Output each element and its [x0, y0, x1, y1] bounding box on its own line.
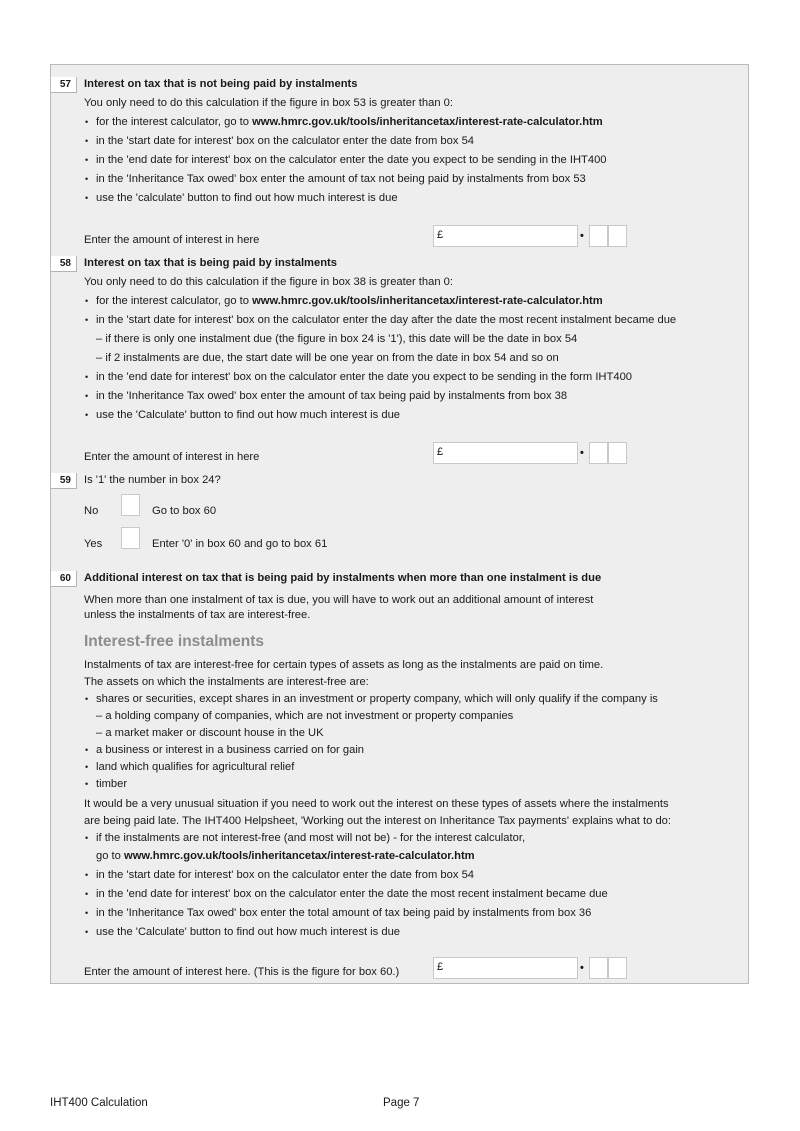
paragraph: The assets on which the instalments are interest-free are:	[84, 676, 369, 688]
pence-input-2[interactable]	[608, 957, 627, 979]
list-item: • for the interest calculator, go to www.hmrc.gov.uk/tools/inheritancetax/interest-rate-calculator.htm	[84, 292, 740, 311]
list-item: • shares or securities, except shares in an investment or property company, which will only qualify if the company is	[84, 691, 740, 708]
decimal-point: •	[580, 447, 584, 459]
decimal-point: •	[580, 230, 584, 242]
section-title: Interest on tax that is being paid by instalments	[84, 257, 338, 269]
sub-item: – a holding company of companies, which are not investment or property companies	[96, 710, 514, 722]
box-58-content	[84, 254, 740, 425]
list-item: • use the 'Calculate' button to find out how much interest is due	[84, 406, 740, 425]
sub-item: go to www.hmrc.gov.uk/tools/inheritancetax/interest-rate-calculator.htm	[96, 850, 475, 862]
pounds-input[interactable]	[433, 957, 578, 979]
paragraph: Instalments of tax are interest-free for certain types of assets as long as the instalments are paid on time.	[84, 659, 604, 671]
sub-item: – if 2 instalments are due, the start date will be one year on from the date in box 54 and so on	[96, 352, 559, 364]
currency-symbol: £	[437, 961, 444, 973]
section-title: Interest on tax that is not being paid by instalments	[84, 78, 358, 90]
box-number: 57	[51, 77, 77, 93]
intro-text: When more than one instalment of tax is due, you will have to work out an additional amount of interest	[84, 594, 594, 606]
no-label: No	[84, 505, 99, 517]
list-item: • in the 'end date for interest' box on the calculator enter the date you expect to be sending in the IHT400	[84, 151, 740, 170]
list-item: • if the instalments are not interest-free (and most will not be) - for the interest calculator,	[84, 830, 740, 847]
decimal-point: •	[580, 962, 584, 974]
list-item: • in the 'start date for interest' box on the calculator enter the date from box 54	[84, 132, 740, 151]
box-60-content	[84, 569, 740, 942]
pence-input-1[interactable]	[589, 442, 608, 464]
list-item: • in the 'Inheritance Tax owed' box enter the total amount of tax being paid by instalments from box 36	[84, 904, 740, 923]
list-item: • in the 'end date for interest' box on the calculator enter the date the most recent instalment became due	[84, 885, 740, 904]
footer-page-number: Page 7	[383, 1097, 420, 1109]
currency-symbol: £	[437, 446, 444, 458]
list-item: • a business or interest in a business carried on for gain	[84, 742, 740, 759]
currency-symbol: £	[437, 229, 444, 241]
list-item: • land which qualifies for agricultural relief	[84, 759, 740, 776]
list-item: • in the 'Inheritance Tax owed' box enter the amount of tax not being paid by instalments from box 53	[84, 170, 740, 189]
calculator-link[interactable]: www.hmrc.gov.uk/tools/inheritancetax/interest-rate-calculator.htm	[252, 295, 603, 307]
box-number: 58	[51, 256, 77, 272]
list-item: • timber	[84, 776, 740, 793]
list-item: • use the 'Calculate' button to find out how much interest is due	[84, 923, 740, 942]
footer-form-name: IHT400 Calculation	[50, 1097, 148, 1109]
entry-label: Enter the amount of interest in here	[84, 234, 260, 246]
pence-input-1[interactable]	[589, 225, 608, 247]
list-item: • for the interest calculator, go to www.hmrc.gov.uk/tools/inheritancetax/interest-rate-calculator.htm	[84, 113, 740, 132]
calculator-link[interactable]: www.hmrc.gov.uk/tools/inheritancetax/interest-rate-calculator.htm	[124, 850, 475, 862]
entry-label: Enter the amount of interest here. (This is the figure for box 60.)	[84, 966, 400, 978]
box-60-amount-field	[433, 957, 629, 979]
yes-label: Yes	[84, 538, 103, 550]
sub-item: – if there is only one instalment due (the figure in box 24 is '1'), this date will be the date in box 54	[96, 333, 578, 345]
no-checkbox[interactable]	[121, 494, 140, 516]
pence-input-1[interactable]	[589, 957, 608, 979]
interest-free-heading: Interest-free instalments	[84, 633, 265, 650]
sub-item: – a market maker or discount house in the UK	[96, 727, 324, 739]
paragraph: It would be a very unusual situation if you need to work out the interest on these types of assets where the instalments	[84, 798, 669, 810]
list-item: • in the 'start date for interest' box on the calculator enter the day after the date the most recent instalment became due	[84, 311, 740, 330]
question-text: Is '1' the number in box 24?	[84, 474, 221, 486]
section-title: Additional interest on tax that is being paid by instalments when more than one instalment is due	[84, 572, 602, 584]
list-item: • in the 'Inheritance Tax owed' box enter the amount of tax being paid by instalments from box 38	[84, 387, 740, 406]
box-number: 59	[51, 473, 77, 489]
intro-text: You only need to do this calculation if the figure in box 53 is greater than 0:	[84, 97, 454, 109]
box-57-amount-field	[433, 225, 629, 247]
box-58-amount-field	[433, 442, 629, 464]
pence-input-2[interactable]	[608, 225, 627, 247]
list-item: • in the 'start date for interest' box on the calculator enter the date from box 54	[84, 866, 740, 885]
pence-input-2[interactable]	[608, 442, 627, 464]
box-57-content	[84, 75, 740, 208]
calculator-link[interactable]: www.hmrc.gov.uk/tools/inheritancetax/interest-rate-calculator.htm	[252, 116, 603, 128]
yes-checkbox[interactable]	[121, 527, 140, 549]
no-instruction: Go to box 60	[152, 505, 217, 517]
yes-instruction: Enter '0' in box 60 and go to box 61	[152, 538, 328, 550]
entry-label: Enter the amount of interest in here	[84, 451, 260, 463]
list-item: • in the 'end date for interest' box on the calculator enter the date you expect to be sending in the form IHT400	[84, 368, 740, 387]
pounds-input[interactable]	[433, 442, 578, 464]
intro-text: You only need to do this calculation if the figure in box 38 is greater than 0:	[84, 276, 454, 288]
box-number: 60	[51, 571, 77, 587]
list-item: • use the 'calculate' button to find out how much interest is due	[84, 189, 740, 208]
paragraph: are being paid late. The IHT400 Helpsheet, 'Working out the interest on Inheritance Tax payments' explains what to do:	[84, 815, 671, 827]
calculation-panel	[50, 64, 749, 984]
pounds-input[interactable]	[433, 225, 578, 247]
intro-text: unless the instalments of tax are interest-free.	[84, 609, 311, 621]
